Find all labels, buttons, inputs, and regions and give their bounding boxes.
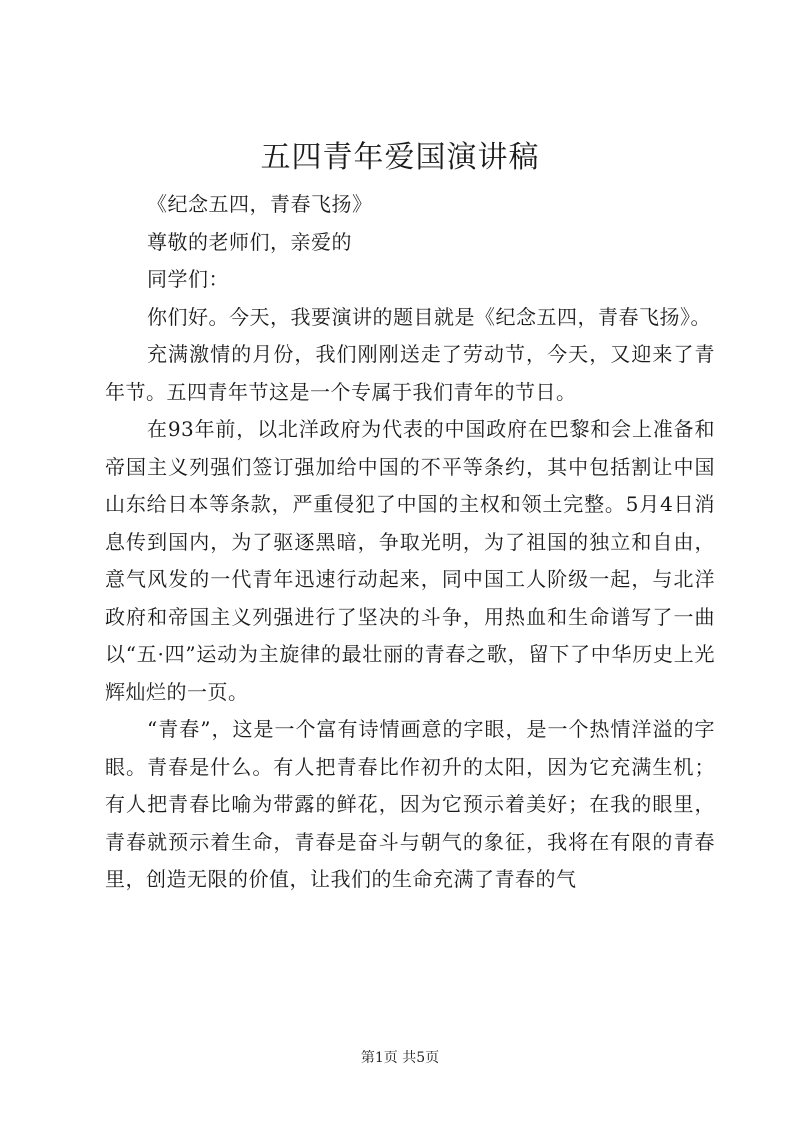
- paragraph-greeting: 你们好。今天，我要演讲的题目就是《纪念五四，青春飞扬》。: [147, 304, 711, 329]
- document-body: [105, 186, 715, 899]
- paragraph-history: 在93年前，以北洋政府为代表的中国政府在巴黎和会上准备和帝国主义列强们签订强加给中国的不平等条约，其中包括割让中国山东给日本等条款，严重侵犯了中国的主权和领土完整。5月4日消息传到国内，为了驱逐黑暗，争取光明，为了祖国的独立和自由，意气风发的一代青年迅速行动起来，同中国工人阶级一起，与北洋政府和帝国主义列强进行了坚决的斗争，用热血和生命谱写了一曲以“五·四”运动为主旋律的最壮丽的青春之歌，留下了中华历史上光辉灿烂的一页。: [105, 417, 715, 704]
- document-title: 五四青年爱国演讲稿: [260, 140, 540, 175]
- paragraph-salutation-2: 同学们：: [147, 267, 229, 291]
- paragraph-youth-day: 充满激情的月份，我们刚刚送走了劳动节，今天，又迎来了青年节。五四青年节这是一个专属于我们青年的节日。: [105, 342, 715, 404]
- page-number: 第1页 共5页: [360, 1050, 440, 1066]
- paragraph-youth-meaning: “青春”，这是一个富有诗情画意的字眼，是一个热情洋溢的字眼。青春是什么。有人把青春比作初升的太阳，因为它充满生机；有人把青春比喻为带露的鲜花，因为它预示着美好；在我的眼里，青春就预示着生命，青春是奋斗与朝气的象征，我将在有限的青春里，创造无限的价值，让我们的生命充满了青春的气: [105, 717, 715, 891]
- paragraph-salutation-1: 尊敬的老师们，亲爱的: [147, 229, 352, 254]
- paragraph-subtitle: 《纪念五四，青春飞扬》: [147, 192, 373, 216]
